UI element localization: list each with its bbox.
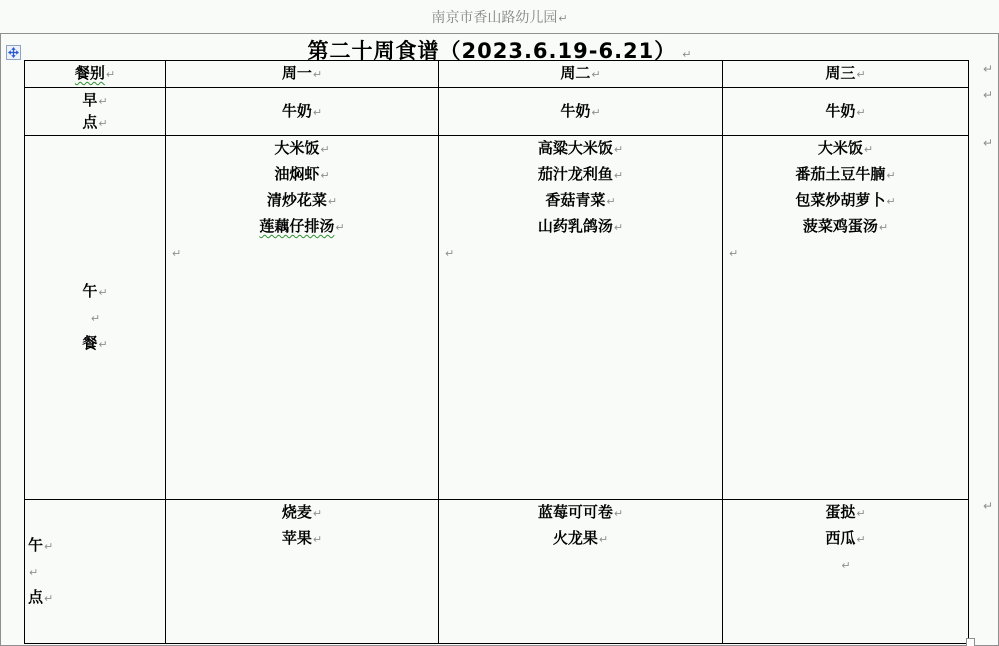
text-line: 点↵ xyxy=(28,587,54,606)
paragraph-mark-icon: ↵ xyxy=(886,195,896,208)
row-end-mark-icon: ↵ xyxy=(983,62,994,76)
title-text: 第二十周食谱（2023.6.19-6.21） xyxy=(307,39,677,63)
paragraph-mark-icon: ↵ xyxy=(98,285,108,299)
text-line: 香菇青菜↵ xyxy=(545,191,616,209)
text-line: 火龙果↵ xyxy=(552,529,609,547)
paragraph-mark-icon: ↵ xyxy=(558,12,568,25)
paragraph-mark-icon: ↵ xyxy=(90,311,101,325)
text-line: 茄汁龙利鱼↵ xyxy=(537,165,624,183)
text-line: 午↵ xyxy=(28,535,54,554)
paragraph-mark-icon: ↵ xyxy=(878,221,889,234)
table-row-snack xyxy=(25,500,969,644)
lunch-wednesday-cell[interactable] xyxy=(723,136,969,500)
paragraph-mark-icon: ↵ xyxy=(856,507,866,520)
paragraph-mark-icon: ↵ xyxy=(320,143,330,156)
text-line: 油焖虾↵ xyxy=(274,165,330,183)
breakfast-tuesday-cell[interactable] xyxy=(439,88,723,136)
table-row-breakfast xyxy=(25,88,969,136)
text-line: 清炒花菜↵ xyxy=(266,191,338,209)
paragraph-mark-icon: ↵ xyxy=(98,337,108,351)
text-line: 周一↵ xyxy=(281,64,323,82)
text-line: 餐别↵ xyxy=(74,64,116,82)
breakfast-label-cell[interactable] xyxy=(25,88,166,136)
paragraph-mark-icon: ↵ xyxy=(682,48,692,61)
text-line: 牛奶↵ xyxy=(560,101,601,120)
move-arrows-icon xyxy=(8,47,19,58)
menu-table xyxy=(24,60,969,644)
paragraph-mark-icon: ↵ xyxy=(863,143,874,156)
paragraph-mark-icon: ↵ xyxy=(856,68,866,81)
paragraph-mark-icon: ↵ xyxy=(327,195,338,208)
paragraph-mark-icon: ↵ xyxy=(312,68,323,81)
lunch-monday-cell[interactable] xyxy=(166,136,439,500)
text-line: 苹果↵ xyxy=(281,529,323,547)
text-line: 大米饭↵ xyxy=(274,139,330,157)
paragraph-mark-icon: ↵ xyxy=(606,195,616,208)
empty-paragraph xyxy=(25,559,165,585)
paragraph-mark-icon: ↵ xyxy=(44,539,54,553)
text-line: 山药乳鸽汤↵ xyxy=(537,217,624,235)
paragraph-mark-icon: ↵ xyxy=(335,221,345,234)
paragraph-mark-icon: ↵ xyxy=(320,169,330,182)
text-line: 菠菜鸡蛋汤↵ xyxy=(802,217,889,235)
paragraph-mark-icon: ↵ xyxy=(312,533,323,546)
paragraph-mark-icon: ↵ xyxy=(613,143,624,156)
text-line: 烧麦↵ xyxy=(281,503,323,521)
text-line: 周三↵ xyxy=(825,64,866,82)
snack-monday-cell[interactable] xyxy=(166,500,439,644)
paragraph-mark-icon: ↵ xyxy=(445,247,455,260)
header-cell-tuesday[interactable] xyxy=(439,61,723,88)
snack-tuesday-cell[interactable] xyxy=(439,500,723,644)
paragraph-mark-icon: ↵ xyxy=(44,591,54,605)
lunch-tuesday-cell[interactable] xyxy=(439,136,723,500)
empty-paragraph xyxy=(723,552,968,578)
table-move-handle-icon[interactable] xyxy=(6,45,21,60)
text-line: 点↵ xyxy=(82,112,108,131)
snack-label-cell[interactable] xyxy=(25,500,166,644)
text-line: 大米饭↵ xyxy=(817,139,874,157)
text-line: 莲藕仔排汤↵ xyxy=(259,217,345,235)
text-line: 番茄土豆牛腩↵ xyxy=(795,165,896,183)
snack-wednesday-cell[interactable] xyxy=(723,500,969,644)
text-line: 午↵ xyxy=(82,281,108,300)
paragraph-mark-icon: ↵ xyxy=(312,507,323,520)
empty-paragraph xyxy=(439,240,722,266)
text-line: 蓝莓可可卷↵ xyxy=(537,503,624,521)
row-end-mark-icon: ↵ xyxy=(983,136,994,150)
text-line: 包菜炒胡萝卜↵ xyxy=(795,191,896,209)
text-line: 周二↵ xyxy=(560,64,601,82)
paragraph-mark-icon: ↵ xyxy=(613,169,624,182)
text-line: 西瓜↵ xyxy=(825,529,866,547)
empty-paragraph xyxy=(166,240,438,266)
paragraph-mark-icon: ↵ xyxy=(856,533,866,546)
text-line: 蛋挞↵ xyxy=(825,503,866,521)
header-cell-wednesday[interactable] xyxy=(723,61,969,88)
paragraph-mark-icon: ↵ xyxy=(98,94,108,108)
page-header[interactable] xyxy=(0,7,999,27)
paragraph-mark-icon: ↵ xyxy=(613,507,624,520)
text-line: 牛奶↵ xyxy=(825,101,866,120)
paragraph-mark-icon: ↵ xyxy=(841,559,851,572)
row-end-mark-icon: ↵ xyxy=(983,499,994,513)
empty-paragraph xyxy=(723,240,968,266)
text-line: 餐↵ xyxy=(82,333,108,352)
paragraph-mark-icon: ↵ xyxy=(886,169,896,182)
empty-paragraph xyxy=(25,305,165,331)
paragraph-mark-icon: ↵ xyxy=(105,68,116,81)
paragraph-mark-icon: ↵ xyxy=(598,533,609,546)
header-cell-meal-type[interactable] xyxy=(25,61,166,88)
page-header-text: 南京市香山路幼儿园 xyxy=(431,10,558,26)
paragraph-mark-icon: ↵ xyxy=(613,221,624,234)
paragraph-mark-icon: ↵ xyxy=(856,105,866,119)
paragraph-mark-icon: ↵ xyxy=(729,247,739,260)
table-row-lunch xyxy=(25,136,969,500)
table-resize-handle[interactable] xyxy=(966,638,975,646)
table-row-header xyxy=(25,61,969,88)
text-line: 高粱大米饭↵ xyxy=(537,139,624,157)
row-end-mark-icon: ↵ xyxy=(983,88,994,102)
paragraph-mark-icon: ↵ xyxy=(29,565,39,579)
text-line: 早↵ xyxy=(82,90,108,109)
lunch-label-cell[interactable] xyxy=(25,136,166,500)
paragraph-mark-icon: ↵ xyxy=(591,68,601,81)
breakfast-monday-cell[interactable] xyxy=(166,88,439,136)
paragraph-mark-icon: ↵ xyxy=(591,105,601,119)
paragraph-mark-icon: ↵ xyxy=(312,105,323,119)
header-cell-monday[interactable] xyxy=(166,61,439,88)
paragraph-mark-icon: ↵ xyxy=(98,116,108,130)
paragraph-mark-icon: ↵ xyxy=(172,247,182,260)
breakfast-wednesday-cell[interactable] xyxy=(723,88,969,136)
text-line: 牛奶↵ xyxy=(281,101,323,120)
